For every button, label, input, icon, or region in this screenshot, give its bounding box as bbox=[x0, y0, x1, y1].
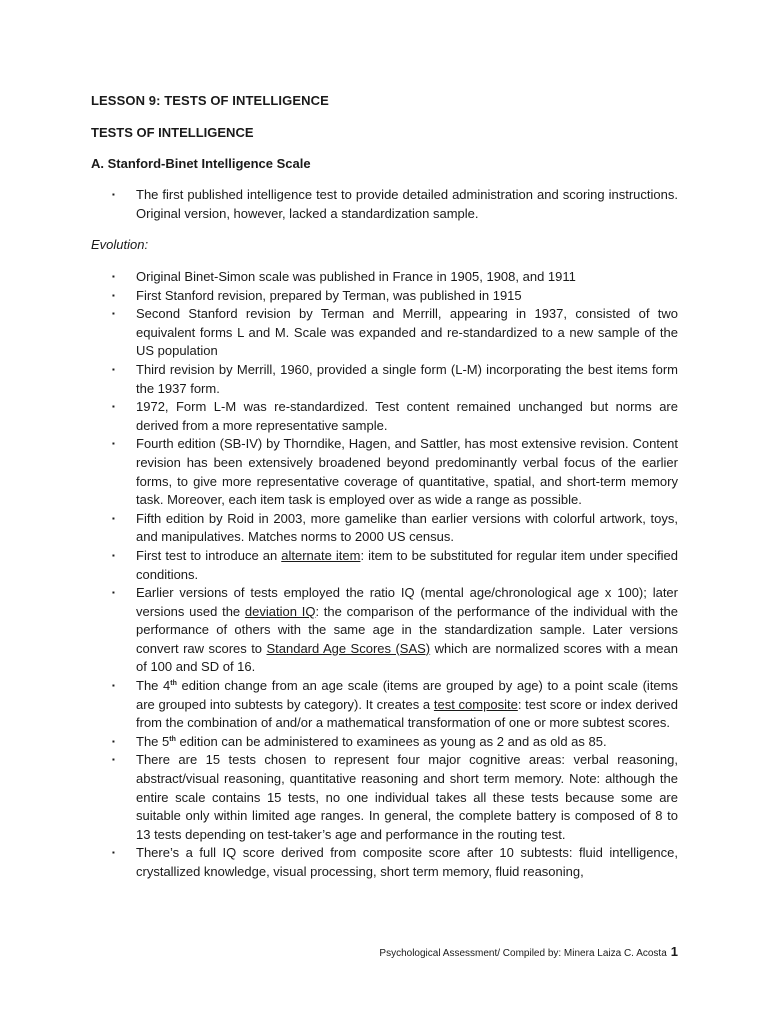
list-item bbox=[91, 584, 678, 677]
list-item bbox=[91, 287, 678, 306]
page-number: 1 bbox=[670, 944, 678, 959]
bullet-marker: ▪ bbox=[112, 550, 115, 560]
lesson-title: LESSON 9: TESTS OF INTELLIGENCE bbox=[91, 93, 329, 108]
bullet-text: There’s a full IQ score derived from composite score after 10 subtests: fluid intelligence, crystallized knowledge, visual processing, short term memory, fluid reasoning, bbox=[136, 845, 678, 879]
ordinal-suffix: th bbox=[170, 680, 177, 688]
bullet-text: There are 15 tests chosen to represent four major cognitive areas: verbal reasoning, abstract/visual reasoning, quantitative reasoning and short term memory. Note: although the entire scale contains 15 tests, no one individual takes all these tests because some are suitable only within limited age ranges. In general, the complete battery is composed of 8 to 13 tests depending on test-taker’s age and performance in the routing test. bbox=[136, 752, 678, 842]
list-item bbox=[91, 361, 678, 398]
bullet-marker: ▪ bbox=[112, 364, 115, 374]
list-item bbox=[91, 547, 678, 584]
bullet-text: Second Stanford revision by Terman and Merrill, appearing in 1937, consisted of two equivalent forms L and M. Scale was expanded and re-standardized to a new sample of the US population bbox=[136, 306, 678, 359]
ordinal-suffix: th bbox=[169, 735, 176, 743]
bullet-marker: ▪ bbox=[112, 290, 115, 300]
bullet-text: First test to introduce an bbox=[136, 547, 282, 563]
list-item bbox=[91, 435, 678, 509]
bullet-text: Third revision by Merrill, 1960, provided a single form (L-M) incorporating the best items form the 1937 form. bbox=[136, 361, 678, 396]
subsection-title: A. Stanford-Binet Intelligence Scale bbox=[91, 156, 311, 171]
bullet-text: which are normalized scores with a mean of 100 and SD of 16. bbox=[136, 640, 678, 675]
list-item bbox=[91, 305, 678, 361]
evolution-list bbox=[91, 268, 678, 882]
term-standard-age-scores: Standard Age Scores (SAS) bbox=[266, 640, 431, 656]
list-item bbox=[91, 733, 678, 752]
bullet-marker: ▪ bbox=[112, 272, 115, 281]
bullet-text: Earlier versions of tests employed the ratio IQ (mental age/chronological age x 100); later versions used the bbox=[136, 585, 678, 619]
bullet-marker: ▪ bbox=[112, 439, 115, 449]
list-item bbox=[91, 844, 678, 881]
bullet-marker: ▪ bbox=[112, 736, 115, 746]
bullet-text: edition change from an age scale (items are grouped by age) to a point scale (items are grouped into subtests by category). It creates a bbox=[136, 678, 678, 712]
list-item bbox=[91, 186, 678, 223]
section-title: TESTS OF INTELLIGENCE bbox=[91, 125, 254, 140]
bullet-marker: ▪ bbox=[112, 755, 115, 765]
list-item bbox=[91, 677, 678, 733]
list-item bbox=[91, 751, 678, 844]
bullet-text: edition can be administered to examinees as young as 2 and as old as 85. bbox=[175, 733, 607, 749]
term-test-composite: test composite bbox=[433, 696, 518, 712]
bullet-text: Fourth edition (SB-IV) by Thorndike, Hagen, and Sattler, has most extensive revision. Content revision has been extensively broadened beyond predominantly verbal focus of the earlier forms, to give more representative coverage of quantitative, spatial, and short-term memory task. Moreover, each item task is employed over as wide a range as possible. bbox=[136, 436, 678, 508]
bullet-text: The 4 bbox=[136, 678, 171, 694]
bullet-text: Original Binet-Simon scale was published in France in 1905, 1908, and 1911 bbox=[136, 269, 576, 284]
bullet-text: The first published intelligence test to provide detailed administration and scoring instructions. Original version, however, lacked a standardization sample. bbox=[136, 187, 678, 221]
bullet-text: The 5 bbox=[136, 733, 170, 749]
page-footer bbox=[379, 944, 678, 959]
bullet-marker: ▪ bbox=[112, 190, 115, 199]
list-item bbox=[91, 510, 678, 547]
footer-text: Psychological Assessment/ Compiled by: Minera Laiza C. Acosta bbox=[379, 948, 667, 959]
evolution-label: Evolution: bbox=[91, 237, 149, 252]
bullet-text: 1972, Form L-M was re-standardized. Test content remained unchanged but norms are derived from a more representative sample. bbox=[136, 399, 678, 433]
term-deviation-iq: deviation IQ bbox=[244, 603, 316, 619]
bullet-marker: ▪ bbox=[112, 588, 115, 598]
bullet-marker: ▪ bbox=[112, 681, 115, 691]
bullet-text: : item to be substituted for regular item under specified conditions. bbox=[136, 547, 678, 582]
bullet-text: : the comparison of the performance of the individual with the performance of others with the same age in the standardization sample. Later versions convert raw scores to bbox=[136, 603, 678, 656]
bullet-text: : test score or index derived from the combination of and/or a mathematical transformation of one or more subtest scores. bbox=[136, 696, 678, 731]
bullet-text: Fifth edition by Roid in 2003, more gamelike than earlier versions with colorful artwork, toys, and manipulatives. Matches norms to 2000 US census. bbox=[136, 510, 678, 545]
bullet-marker: ▪ bbox=[112, 309, 115, 319]
bullet-text: First Stanford revision, prepared by Terman, was published in 1915 bbox=[136, 287, 522, 303]
bullet-marker: ▪ bbox=[112, 402, 115, 412]
term-alternate-item: alternate item bbox=[281, 547, 361, 563]
bullet-marker: ▪ bbox=[112, 513, 115, 523]
bullet-marker: ▪ bbox=[112, 848, 115, 858]
intro-list bbox=[91, 186, 678, 223]
list-item bbox=[91, 268, 678, 287]
list-item bbox=[91, 398, 678, 435]
